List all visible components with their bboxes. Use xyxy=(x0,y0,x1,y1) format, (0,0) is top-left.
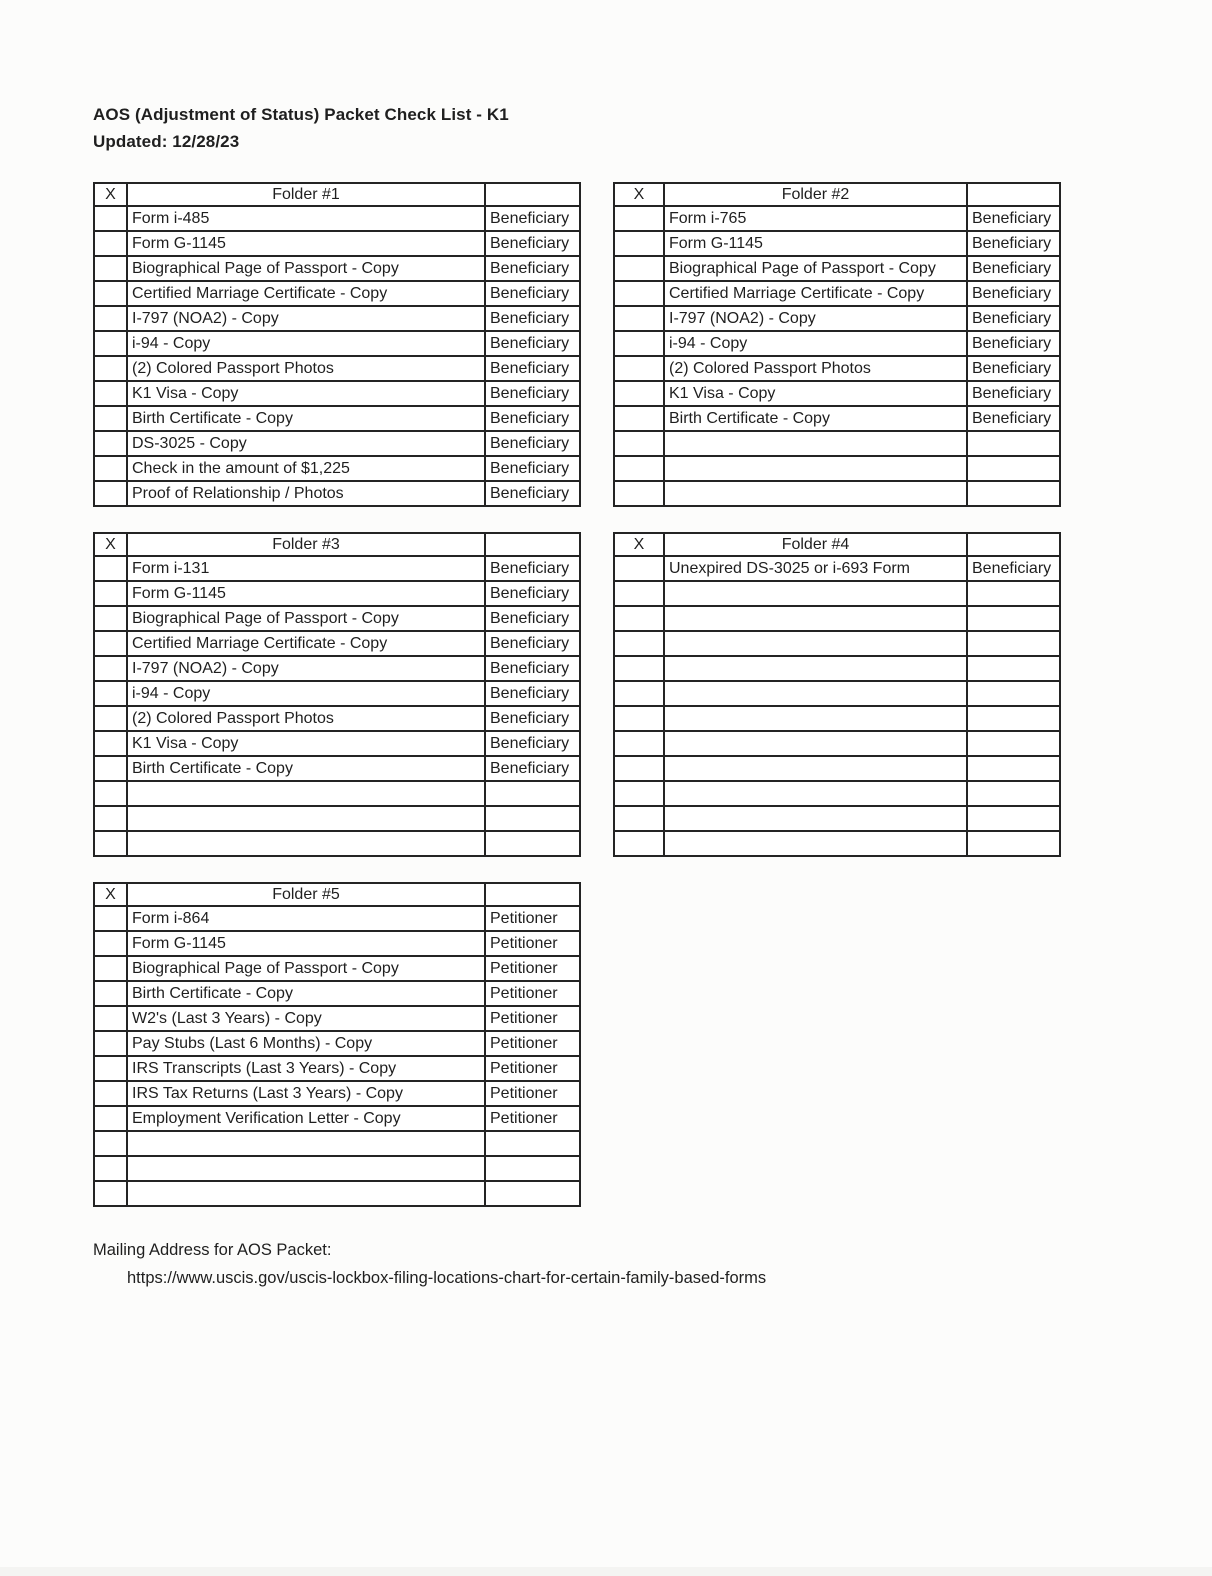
who-column-header xyxy=(967,183,1060,206)
who-cell xyxy=(485,831,580,856)
item-cell: Form i-131 xyxy=(127,556,485,581)
check-cell xyxy=(94,731,127,756)
check-cell xyxy=(614,481,664,506)
mailing-address-section xyxy=(93,1236,1212,1292)
who-cell: Beneficiary xyxy=(485,356,580,381)
who-cell: Beneficiary xyxy=(485,556,580,581)
folder-4-title: Folder #4 xyxy=(664,533,967,556)
item-cell: Biographical Page of Passport - Copy xyxy=(127,256,485,281)
check-cell xyxy=(614,556,664,581)
folder-4-table-slot xyxy=(613,532,1061,857)
table-row xyxy=(614,256,1060,281)
folder-4-table xyxy=(613,532,1061,857)
check-cell xyxy=(94,1156,127,1181)
item-cell: Employment Verification Letter - Copy xyxy=(127,1106,485,1131)
check-cell xyxy=(94,1106,127,1131)
folder-1-header-row xyxy=(94,183,580,206)
table-row xyxy=(94,1006,580,1031)
who-cell: Beneficiary xyxy=(485,706,580,731)
item-cell: IRS Tax Returns (Last 3 Years) - Copy xyxy=(127,1081,485,1106)
item-cell xyxy=(127,1131,485,1156)
folder-1-title: Folder #1 xyxy=(127,183,485,206)
who-cell xyxy=(967,606,1060,631)
table-row xyxy=(614,756,1060,781)
folder-2-table xyxy=(613,182,1061,507)
item-cell xyxy=(664,831,967,856)
table-row xyxy=(94,1081,580,1106)
folder-5-table-slot xyxy=(93,882,581,1207)
item-cell xyxy=(127,831,485,856)
check-cell xyxy=(94,431,127,456)
who-cell xyxy=(967,581,1060,606)
item-cell xyxy=(127,806,485,831)
item-cell: I-797 (NOA2) - Copy xyxy=(127,306,485,331)
item-cell: Form G-1145 xyxy=(127,931,485,956)
item-cell: Unexpired DS-3025 or i-693 Form xyxy=(664,556,967,581)
who-cell: Beneficiary xyxy=(967,231,1060,256)
folder-5-header-row xyxy=(94,883,580,906)
table-row xyxy=(94,781,580,806)
check-cell xyxy=(94,681,127,706)
check-cell xyxy=(614,206,664,231)
table-row xyxy=(94,456,580,481)
item-cell xyxy=(664,431,967,456)
item-cell xyxy=(664,781,967,806)
table-row xyxy=(614,231,1060,256)
folder-1-table xyxy=(93,182,581,507)
tables-row-1 xyxy=(93,182,1212,507)
who-cell: Beneficiary xyxy=(967,356,1060,381)
who-cell: Petitioner xyxy=(485,906,580,931)
table-row xyxy=(94,306,580,331)
item-cell: Proof of Relationship / Photos xyxy=(127,481,485,506)
table-row xyxy=(614,681,1060,706)
who-cell: Petitioner xyxy=(485,931,580,956)
folder-3-header-row xyxy=(94,533,580,556)
item-cell: (2) Colored Passport Photos xyxy=(664,356,967,381)
item-cell: Form i-765 xyxy=(664,206,967,231)
who-cell: Beneficiary xyxy=(485,431,580,456)
check-cell xyxy=(94,231,127,256)
item-cell xyxy=(664,756,967,781)
item-cell xyxy=(127,781,485,806)
who-cell: Beneficiary xyxy=(485,381,580,406)
who-cell: Beneficiary xyxy=(967,381,1060,406)
who-cell: Beneficiary xyxy=(485,231,580,256)
who-cell: Beneficiary xyxy=(485,456,580,481)
who-cell xyxy=(485,1181,580,1206)
check-cell xyxy=(94,1006,127,1031)
item-cell: W2's (Last 3 Years) - Copy xyxy=(127,1006,485,1031)
item-cell: Biographical Page of Passport - Copy xyxy=(664,256,967,281)
check-cell xyxy=(614,581,664,606)
table-row xyxy=(614,606,1060,631)
who-cell: Beneficiary xyxy=(967,256,1060,281)
item-cell: (2) Colored Passport Photos xyxy=(127,706,485,731)
table-row xyxy=(94,281,580,306)
table-row xyxy=(614,831,1060,856)
table-row xyxy=(94,631,580,656)
item-cell: Pay Stubs (Last 6 Months) - Copy xyxy=(127,1031,485,1056)
who-cell: Beneficiary xyxy=(967,306,1060,331)
check-cell xyxy=(94,981,127,1006)
folder-2-title: Folder #2 xyxy=(664,183,967,206)
table-row xyxy=(614,581,1060,606)
check-cell xyxy=(614,431,664,456)
who-cell: Beneficiary xyxy=(485,606,580,631)
check-cell xyxy=(614,231,664,256)
item-cell xyxy=(127,1156,485,1181)
item-cell: K1 Visa - Copy xyxy=(127,381,485,406)
who-cell: Petitioner xyxy=(485,1031,580,1056)
item-cell xyxy=(664,681,967,706)
table-row xyxy=(94,1181,580,1206)
check-cell xyxy=(94,1031,127,1056)
who-cell: Beneficiary xyxy=(967,406,1060,431)
check-cell xyxy=(94,556,127,581)
check-cell xyxy=(614,381,664,406)
who-cell: Beneficiary xyxy=(485,281,580,306)
item-cell: IRS Transcripts (Last 3 Years) - Copy xyxy=(127,1056,485,1081)
table-row xyxy=(614,481,1060,506)
table-row xyxy=(94,706,580,731)
check-cell xyxy=(614,806,664,831)
check-cell xyxy=(94,806,127,831)
table-row xyxy=(614,656,1060,681)
who-cell: Beneficiary xyxy=(485,331,580,356)
table-row xyxy=(94,831,580,856)
item-cell: Birth Certificate - Copy xyxy=(664,406,967,431)
check-cell xyxy=(614,731,664,756)
who-cell: Petitioner xyxy=(485,1006,580,1031)
who-cell: Petitioner xyxy=(485,1081,580,1106)
table-row xyxy=(94,606,580,631)
check-cell xyxy=(614,331,664,356)
who-cell xyxy=(485,1131,580,1156)
who-cell xyxy=(967,781,1060,806)
who-column-header xyxy=(485,183,580,206)
table-row xyxy=(614,731,1060,756)
item-cell xyxy=(664,581,967,606)
item-cell: Certified Marriage Certificate - Copy xyxy=(127,281,485,306)
check-cell xyxy=(94,656,127,681)
scan-page-edge xyxy=(0,1567,1212,1576)
tables-row-3 xyxy=(93,882,1212,1207)
item-cell: K1 Visa - Copy xyxy=(127,731,485,756)
table-row xyxy=(94,1031,580,1056)
folder-2-table-slot xyxy=(613,182,1061,507)
check-cell xyxy=(94,256,127,281)
item-cell: Form G-1145 xyxy=(127,581,485,606)
check-cell xyxy=(94,756,127,781)
who-cell xyxy=(967,706,1060,731)
who-cell: Beneficiary xyxy=(485,206,580,231)
table-row xyxy=(94,806,580,831)
check-cell xyxy=(614,656,664,681)
check-cell xyxy=(94,906,127,931)
check-cell xyxy=(614,631,664,656)
table-row xyxy=(94,381,580,406)
item-cell: i-94 - Copy xyxy=(127,331,485,356)
item-cell: Check in the amount of $1,225 xyxy=(127,456,485,481)
table-row xyxy=(94,1056,580,1081)
check-cell xyxy=(94,381,127,406)
check-cell xyxy=(94,831,127,856)
who-cell: Petitioner xyxy=(485,1106,580,1131)
check-cell xyxy=(614,306,664,331)
item-cell xyxy=(127,1181,485,1206)
table-row xyxy=(614,381,1060,406)
table-row xyxy=(614,556,1060,581)
who-cell xyxy=(967,456,1060,481)
table-row xyxy=(94,256,580,281)
who-cell: Beneficiary xyxy=(485,481,580,506)
check-cell xyxy=(94,406,127,431)
check-cell xyxy=(94,606,127,631)
check-cell xyxy=(614,706,664,731)
who-column-header xyxy=(485,533,580,556)
tables-area xyxy=(93,182,1212,1207)
table-row xyxy=(614,331,1060,356)
table-row xyxy=(94,231,580,256)
check-cell xyxy=(614,356,664,381)
folder-2-header-row xyxy=(614,183,1060,206)
mailing-address-label: Mailing Address for AOS Packet: xyxy=(93,1241,332,1259)
item-cell: I-797 (NOA2) - Copy xyxy=(127,656,485,681)
table-row xyxy=(94,1106,580,1131)
who-cell: Petitioner xyxy=(485,1056,580,1081)
document-title: AOS (Adjustment of Status) Packet Check List - K1 xyxy=(93,105,509,124)
table-row xyxy=(94,431,580,456)
check-cell xyxy=(614,606,664,631)
check-cell xyxy=(614,781,664,806)
check-column-header: X xyxy=(94,183,127,206)
table-row xyxy=(614,781,1060,806)
check-cell xyxy=(614,456,664,481)
who-cell xyxy=(967,681,1060,706)
tables-row-2 xyxy=(93,532,1212,857)
check-cell xyxy=(94,1181,127,1206)
who-cell xyxy=(967,806,1060,831)
table-row xyxy=(94,956,580,981)
document-updated-date: Updated: 12/28/23 xyxy=(93,132,240,151)
table-row xyxy=(614,306,1060,331)
check-cell xyxy=(94,281,127,306)
item-cell: (2) Colored Passport Photos xyxy=(127,356,485,381)
who-cell: Beneficiary xyxy=(485,631,580,656)
table-row xyxy=(94,556,580,581)
table-row xyxy=(94,331,580,356)
table-row xyxy=(94,406,580,431)
table-row xyxy=(614,206,1060,231)
item-cell: Biographical Page of Passport - Copy xyxy=(127,956,485,981)
table-row xyxy=(94,681,580,706)
who-cell xyxy=(485,781,580,806)
item-cell: Form i-485 xyxy=(127,206,485,231)
who-cell xyxy=(967,481,1060,506)
table-row xyxy=(94,1156,580,1181)
item-cell: Form G-1145 xyxy=(664,231,967,256)
check-column-header: X xyxy=(94,883,127,906)
who-cell xyxy=(967,731,1060,756)
check-cell xyxy=(94,631,127,656)
who-cell xyxy=(485,806,580,831)
table-row xyxy=(94,206,580,231)
folder-4-header-row xyxy=(614,533,1060,556)
table-row xyxy=(614,706,1060,731)
check-cell xyxy=(94,1056,127,1081)
item-cell xyxy=(664,631,967,656)
who-cell: Beneficiary xyxy=(485,756,580,781)
check-cell xyxy=(94,1081,127,1106)
check-cell xyxy=(94,956,127,981)
folder-5-title: Folder #5 xyxy=(127,883,485,906)
check-cell xyxy=(94,306,127,331)
who-cell: Beneficiary xyxy=(485,681,580,706)
who-cell: Beneficiary xyxy=(967,331,1060,356)
check-cell xyxy=(614,681,664,706)
mailing-address-url: https://www.uscis.gov/uscis-lockbox-filing-locations-chart-for-certain-family-based-forms xyxy=(127,1269,767,1287)
check-cell xyxy=(94,781,127,806)
who-cell: Beneficiary xyxy=(485,581,580,606)
table-row xyxy=(94,581,580,606)
who-cell: Petitioner xyxy=(485,956,580,981)
item-cell xyxy=(664,706,967,731)
table-row xyxy=(94,1131,580,1156)
item-cell xyxy=(664,606,967,631)
table-row xyxy=(614,356,1060,381)
table-row xyxy=(614,431,1060,456)
item-cell xyxy=(664,656,967,681)
who-cell xyxy=(485,1156,580,1181)
check-cell xyxy=(94,206,127,231)
who-cell: Beneficiary xyxy=(485,256,580,281)
check-cell xyxy=(94,481,127,506)
who-cell: Beneficiary xyxy=(967,206,1060,231)
who-cell: Beneficiary xyxy=(485,306,580,331)
who-cell xyxy=(967,431,1060,456)
check-column-header: X xyxy=(94,533,127,556)
folder-3-title: Folder #3 xyxy=(127,533,485,556)
table-row xyxy=(614,456,1060,481)
table-row xyxy=(94,481,580,506)
item-cell: Biographical Page of Passport - Copy xyxy=(127,606,485,631)
who-cell: Beneficiary xyxy=(967,556,1060,581)
table-row xyxy=(94,356,580,381)
table-row xyxy=(614,806,1060,831)
check-cell xyxy=(94,581,127,606)
who-cell xyxy=(967,831,1060,856)
who-cell xyxy=(967,756,1060,781)
item-cell: Birth Certificate - Copy xyxy=(127,406,485,431)
check-cell xyxy=(614,281,664,306)
who-cell: Petitioner xyxy=(485,981,580,1006)
table-row xyxy=(94,906,580,931)
check-cell xyxy=(94,331,127,356)
item-cell: i-94 - Copy xyxy=(127,681,485,706)
who-cell: Beneficiary xyxy=(485,731,580,756)
check-cell xyxy=(614,831,664,856)
item-cell: Form i-864 xyxy=(127,906,485,931)
table-row xyxy=(94,656,580,681)
item-cell xyxy=(664,806,967,831)
item-cell: Birth Certificate - Copy xyxy=(127,756,485,781)
table-row xyxy=(94,931,580,956)
who-cell: Beneficiary xyxy=(485,406,580,431)
who-cell xyxy=(967,631,1060,656)
item-cell: Certified Marriage Certificate - Copy xyxy=(127,631,485,656)
item-cell: i-94 - Copy xyxy=(664,331,967,356)
check-column-header: X xyxy=(614,183,664,206)
item-cell: Certified Marriage Certificate - Copy xyxy=(664,281,967,306)
item-cell: Birth Certificate - Copy xyxy=(127,981,485,1006)
table-row xyxy=(94,756,580,781)
table-row xyxy=(94,731,580,756)
table-row xyxy=(614,406,1060,431)
who-cell xyxy=(967,656,1060,681)
check-cell xyxy=(614,756,664,781)
who-cell: Beneficiary xyxy=(485,656,580,681)
item-cell xyxy=(664,456,967,481)
check-cell xyxy=(94,456,127,481)
folder-3-table-slot xyxy=(93,532,581,857)
table-row xyxy=(614,631,1060,656)
folder-3-table xyxy=(93,532,581,857)
check-cell xyxy=(94,356,127,381)
item-cell xyxy=(664,481,967,506)
table-row xyxy=(614,281,1060,306)
document-header xyxy=(93,101,1212,155)
check-cell xyxy=(614,256,664,281)
check-cell xyxy=(94,706,127,731)
check-cell xyxy=(94,931,127,956)
who-column-header xyxy=(485,883,580,906)
item-cell: I-797 (NOA2) - Copy xyxy=(664,306,967,331)
item-cell xyxy=(664,731,967,756)
item-cell: K1 Visa - Copy xyxy=(664,381,967,406)
check-cell xyxy=(614,406,664,431)
item-cell: DS-3025 - Copy xyxy=(127,431,485,456)
check-column-header: X xyxy=(614,533,664,556)
who-column-header xyxy=(967,533,1060,556)
folder-5-table xyxy=(93,882,581,1207)
table-row xyxy=(94,981,580,1006)
item-cell: Form G-1145 xyxy=(127,231,485,256)
folder-1-table-slot xyxy=(93,182,581,507)
check-cell xyxy=(94,1131,127,1156)
who-cell: Beneficiary xyxy=(967,281,1060,306)
